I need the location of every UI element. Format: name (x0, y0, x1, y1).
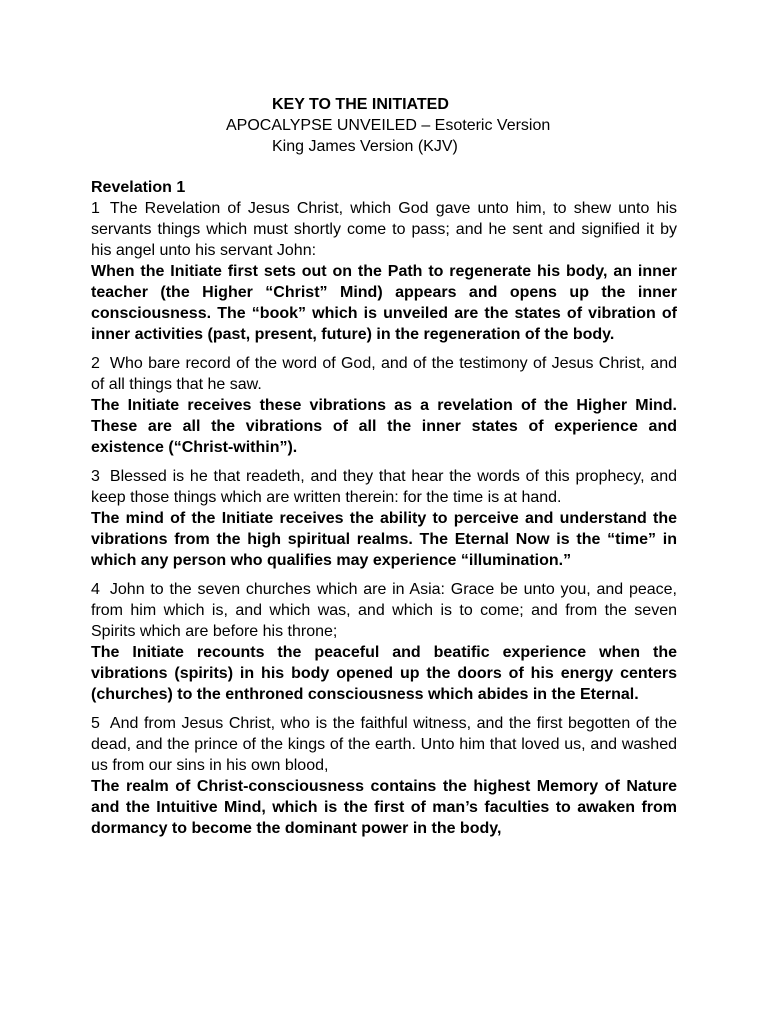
verse-number: 2 (91, 355, 100, 372)
verse-kjv-body: Who bare record of the word of God, and of the testimony of Jesus Christ, and of all things that he saw. (91, 355, 677, 393)
verse-kjv-text (91, 198, 677, 261)
verse-number: 4 (91, 581, 100, 598)
verse-kjv-body: And from Jesus Christ, who is the faithful witness, and the first begotten of the dead, and the prince of the kings of the earth. Unto him that loved us, and washed us from our sins in his own blood, (91, 715, 677, 774)
verse-kjv-body: John to the seven churches which are in Asia: Grace be unto you, and peace, from him which is, and which was, and which is to come; and from the seven Spirits which are before his throne; (91, 581, 677, 640)
verse-3 (91, 466, 677, 571)
document-version: King James Version (KJV) (272, 138, 458, 155)
verse-esoteric-text: The realm of Christ-consciousness contains the highest Memory of Nature and the Intuitive Mind, which is the first of man’s faculties to awaken from dormancy to become the dominant power in the body, (91, 778, 677, 837)
verse-number: 3 (91, 468, 100, 485)
document-title: KEY TO THE INITIATED (272, 96, 449, 113)
verse-number: 1 (91, 200, 100, 217)
verse-number: 5 (91, 715, 100, 732)
verse-kjv-text (91, 579, 677, 642)
document-subtitle: APOCALYPSE UNVEILED – Esoteric Version (226, 117, 551, 134)
verse-5 (91, 713, 677, 839)
verse-2 (91, 353, 677, 458)
verse-esoteric-text: The mind of the Initiate receives the ability to perceive and understand the vibrations from the high spiritual realms. The Eternal Now is the “time” in which any person who qualifies may experience “illumination.” (91, 510, 677, 569)
chapter-heading: Revelation 1 (91, 179, 186, 196)
title-block (91, 94, 677, 158)
verse-4 (91, 579, 677, 705)
document-page (91, 94, 677, 847)
verse-esoteric-text: When the Initiate first sets out on the Path to regenerate his body, an inner teacher (the Higher “Christ” Mind) appears and opens up the inner consciousness. The “book” which is unveiled are the states of vibration of inner activities (past, present, future) in the regeneration of the body. (91, 263, 677, 343)
verse-kjv-text (91, 713, 677, 776)
verse-esoteric-text: The Initiate recounts the peaceful and beatific experience when the vibrations (spirits) in his body opened up the doors of his energy centers (churches) to the enthroned consciousness which abides in the Eternal. (91, 644, 677, 703)
verse-kjv-text (91, 466, 677, 508)
verse-kjv-body: The Revelation of Jesus Christ, which God gave unto him, to shew unto his servants things which must shortly come to pass; and he sent and signified it by his angel unto his servant John: (91, 200, 677, 259)
verse-1 (91, 198, 677, 345)
verse-esoteric-text: The Initiate receives these vibrations as a revelation of the Higher Mind. These are all the vibrations of all the inner states of experience and existence (“Christ-within”). (91, 397, 677, 456)
verse-kjv-text (91, 353, 677, 395)
verse-kjv-body: Blessed is he that readeth, and they that hear the words of this prophecy, and keep those things which are written therein: for the time is at hand. (91, 468, 677, 506)
